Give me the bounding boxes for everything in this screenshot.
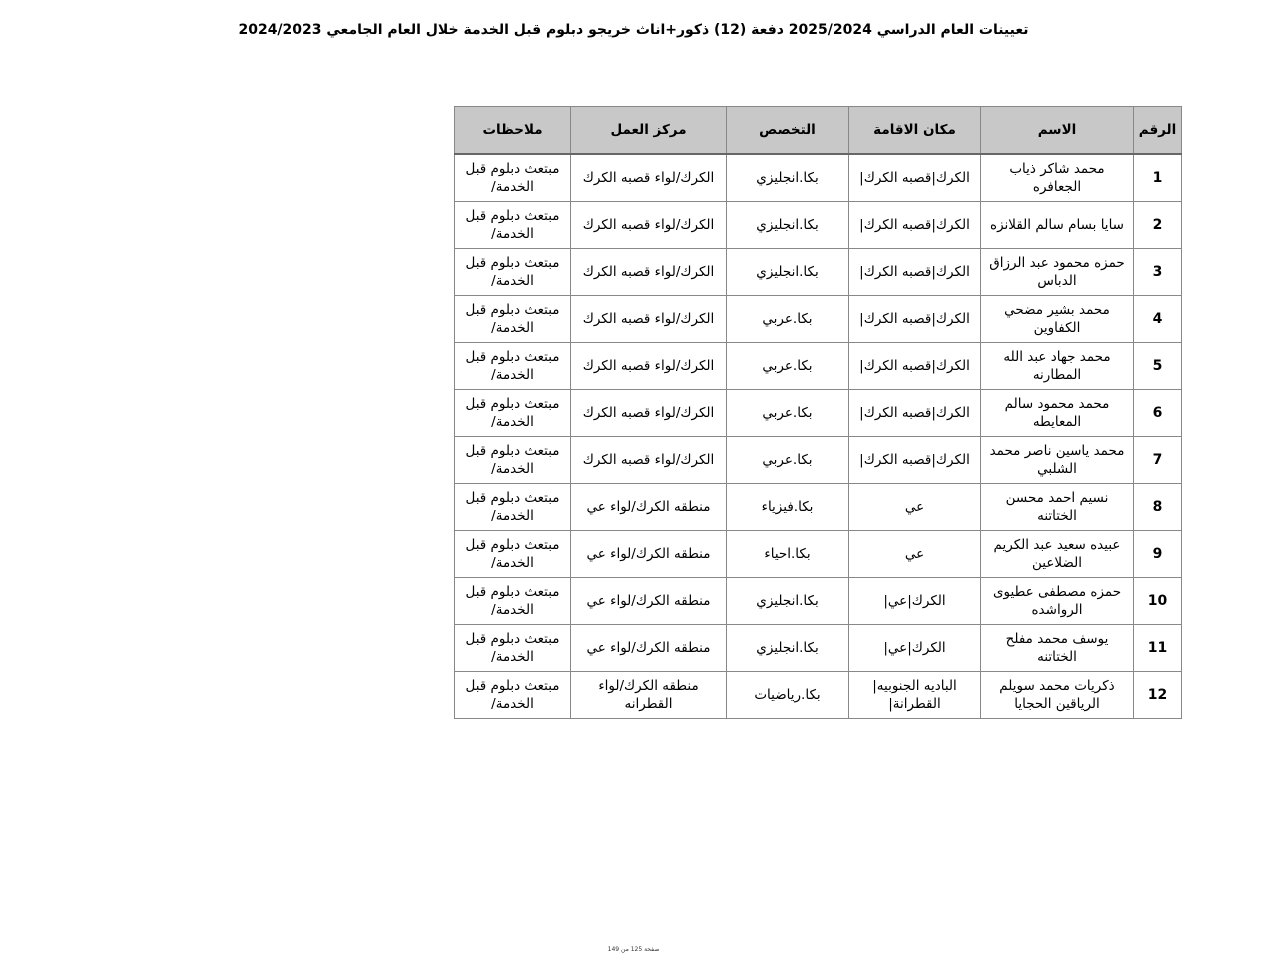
cell-specialty: بكا.انجليزي: [727, 249, 849, 296]
cell-work-center: منطقه الكرك/لواء القطرانه: [571, 672, 727, 719]
cell-specialty: بكا.عربي: [727, 437, 849, 484]
cell-name: محمد ياسين ناصر محمد الشلبي: [981, 437, 1134, 484]
cell-residence: عي: [849, 531, 981, 578]
header-residence: مكان الاقامة: [849, 107, 981, 155]
cell-residence: الباديه الجنوبيه|القطرانة|: [849, 672, 981, 719]
cell-name: محمد بشير مضحي الكفاوين: [981, 296, 1134, 343]
cell-work-center: الكرك/لواء قصبه الكرك: [571, 154, 727, 202]
cell-num: 5: [1134, 343, 1182, 390]
cell-work-center: الكرك/لواء قصبه الكرك: [571, 390, 727, 437]
cell-notes: مبتعث دبلوم قبل الخدمة/: [455, 484, 571, 531]
cell-residence: عي: [849, 484, 981, 531]
cell-specialty: بكا.انجليزي: [727, 625, 849, 672]
cell-notes: مبتعث دبلوم قبل الخدمة/: [455, 578, 571, 625]
cell-num: 4: [1134, 296, 1182, 343]
table-row: [455, 202, 1182, 249]
cell-name: عبيده سعيد عبد الكريم الضلاعين: [981, 531, 1134, 578]
cell-name: ذكريات محمد سويلم الرياقين الحجايا: [981, 672, 1134, 719]
cell-num: 11: [1134, 625, 1182, 672]
appointments-table-container: [454, 106, 1181, 719]
cell-residence: الكرك|عي|: [849, 578, 981, 625]
header-notes: ملاحظات: [455, 107, 571, 155]
cell-residence: الكرك|قصبه الكرك|: [849, 249, 981, 296]
cell-work-center: الكرك/لواء قصبه الكرك: [571, 437, 727, 484]
cell-work-center: منطقه الكرك/لواء عي: [571, 578, 727, 625]
cell-notes: مبتعث دبلوم قبل الخدمة/: [455, 343, 571, 390]
cell-name: حمزه مصطفى عطيوى الرواشده: [981, 578, 1134, 625]
appointments-table: [454, 106, 1182, 719]
cell-num: 2: [1134, 202, 1182, 249]
cell-residence: الكرك|قصبه الكرك|: [849, 154, 981, 202]
cell-specialty: بكا.عربي: [727, 343, 849, 390]
cell-notes: مبتعث دبلوم قبل الخدمة/: [455, 672, 571, 719]
cell-name: يوسف محمد مفلح الختاتنه: [981, 625, 1134, 672]
cell-specialty: بكا.عربي: [727, 390, 849, 437]
cell-specialty: بكا.انجليزي: [727, 202, 849, 249]
header-num: الرقم: [1134, 107, 1182, 155]
header-work-center: مركز العمل: [571, 107, 727, 155]
table-row: [455, 390, 1182, 437]
cell-specialty: بكا.رياضيات: [727, 672, 849, 719]
cell-num: 6: [1134, 390, 1182, 437]
cell-work-center: الكرك/لواء قصبه الكرك: [571, 249, 727, 296]
cell-work-center: الكرك/لواء قصبه الكرك: [571, 296, 727, 343]
cell-name: نسيم احمد محسن الختاتنه: [981, 484, 1134, 531]
cell-num: 3: [1134, 249, 1182, 296]
cell-specialty: بكا.فيزياء: [727, 484, 849, 531]
table-row: [455, 578, 1182, 625]
cell-name: محمد شاكر ذياب الجعافره: [981, 154, 1134, 202]
cell-num: 9: [1134, 531, 1182, 578]
cell-notes: مبتعث دبلوم قبل الخدمة/: [455, 249, 571, 296]
cell-notes: مبتعث دبلوم قبل الخدمة/: [455, 202, 571, 249]
cell-work-center: الكرك/لواء قصبه الكرك: [571, 343, 727, 390]
header-name: الاسم: [981, 107, 1134, 155]
cell-notes: مبتعث دبلوم قبل الخدمة/: [455, 625, 571, 672]
table-row: [455, 154, 1182, 202]
cell-num: 1: [1134, 154, 1182, 202]
table-row: [455, 672, 1182, 719]
table-row: [455, 531, 1182, 578]
table-row: [455, 625, 1182, 672]
cell-name: سايا بسام سالم القلانزه: [981, 202, 1134, 249]
cell-work-center: منطقه الكرك/لواء عي: [571, 531, 727, 578]
cell-name: حمزه محمود عبد الرزاق الدباس: [981, 249, 1134, 296]
cell-name: محمد محمود سالم المعايطه: [981, 390, 1134, 437]
cell-work-center: الكرك/لواء قصبه الكرك: [571, 202, 727, 249]
cell-num: 12: [1134, 672, 1182, 719]
table-row: [455, 437, 1182, 484]
cell-notes: مبتعث دبلوم قبل الخدمة/: [455, 296, 571, 343]
cell-work-center: منطقه الكرك/لواء عي: [571, 484, 727, 531]
cell-specialty: بكا.انجليزي: [727, 154, 849, 202]
table-row: [455, 249, 1182, 296]
cell-residence: الكرك|قصبه الكرك|: [849, 390, 981, 437]
cell-notes: مبتعث دبلوم قبل الخدمة/: [455, 531, 571, 578]
cell-residence: الكرك|قصبه الكرك|: [849, 343, 981, 390]
cell-num: 7: [1134, 437, 1182, 484]
cell-specialty: بكا.عربي: [727, 296, 849, 343]
cell-residence: الكرك|قصبه الكرك|: [849, 437, 981, 484]
table-row: [455, 296, 1182, 343]
table-body: [455, 154, 1182, 719]
table-row: [455, 484, 1182, 531]
header-specialty: التخصص: [727, 107, 849, 155]
table-header-row: [455, 107, 1182, 155]
page-number-footer: صفحة 125 من 149: [607, 946, 660, 953]
cell-residence: الكرك|قصبه الكرك|: [849, 202, 981, 249]
cell-notes: مبتعث دبلوم قبل الخدمة/: [455, 390, 571, 437]
cell-num: 8: [1134, 484, 1182, 531]
cell-specialty: بكا.انجليزي: [727, 578, 849, 625]
cell-name: محمد جهاد عبد الله المطارنه: [981, 343, 1134, 390]
cell-num: 10: [1134, 578, 1182, 625]
table-row: [455, 343, 1182, 390]
cell-residence: الكرك|قصبه الكرك|: [849, 296, 981, 343]
cell-notes: مبتعث دبلوم قبل الخدمة/: [455, 154, 571, 202]
cell-notes: مبتعث دبلوم قبل الخدمة/: [455, 437, 571, 484]
cell-specialty: بكا.احياء: [727, 531, 849, 578]
cell-work-center: منطقه الكرك/لواء عي: [571, 625, 727, 672]
cell-residence: الكرك|عي|: [849, 625, 981, 672]
page-title: تعيينات العام الدراسي 2025/2024 دفعة (12) ذكور+اناث خريجو دبلوم قبل الخدمة خلال العام الجامعي 2024/2023: [238, 22, 1029, 38]
